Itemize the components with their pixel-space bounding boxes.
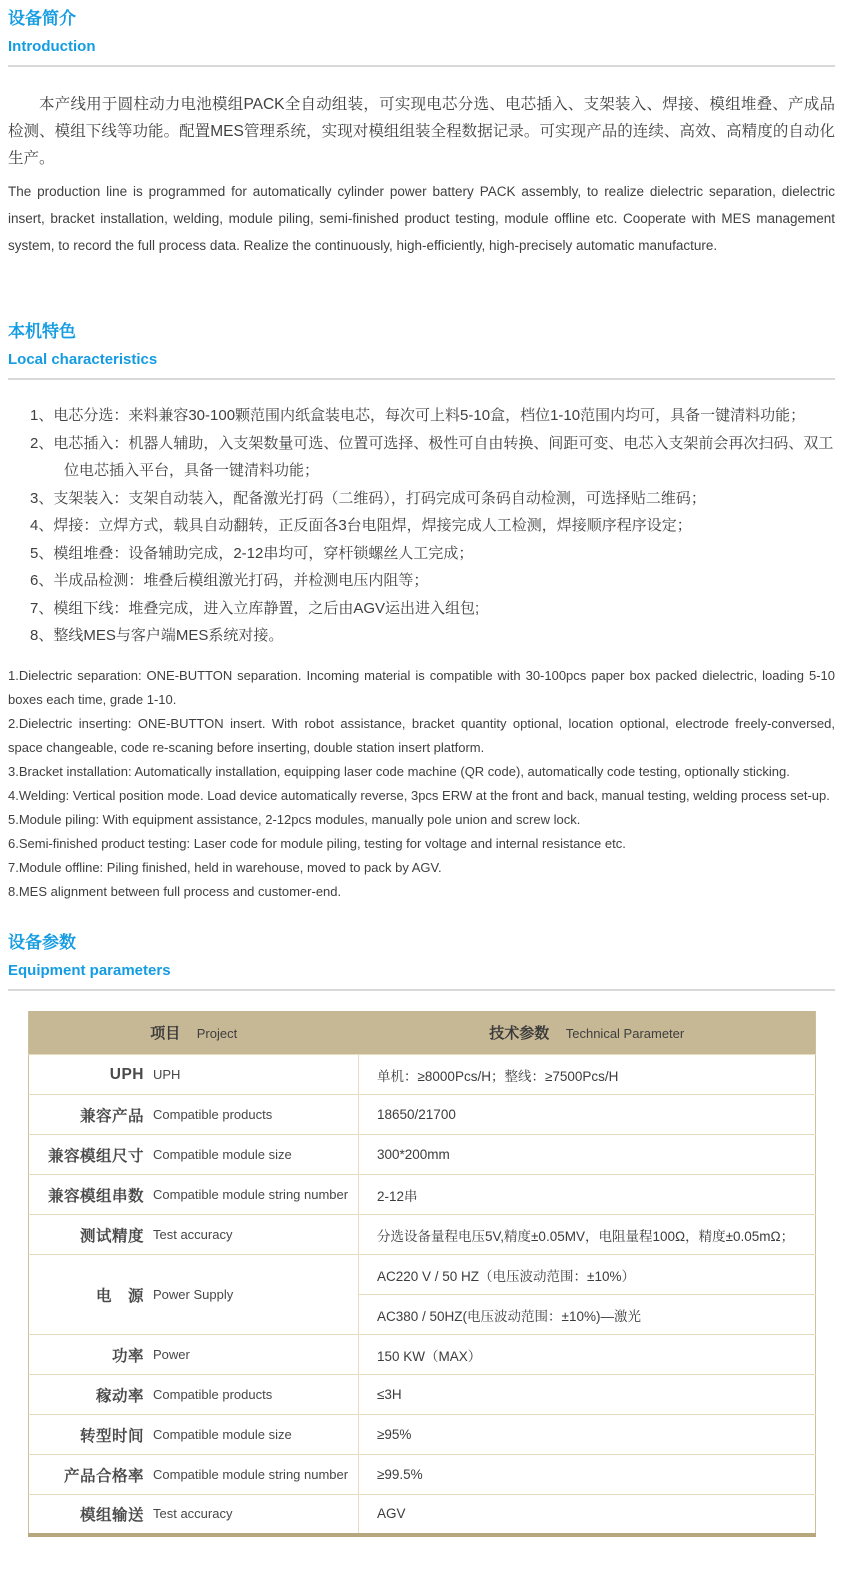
section-divider — [8, 378, 835, 380]
param-label-zh: 模组输送 — [79, 1506, 144, 1524]
header-param-en: Technical Parameter — [565, 1025, 685, 1041]
param-value-cell: ≤3H — [359, 1375, 816, 1415]
feature-item-zh: 8、整线MES与客户端MES系统对接。 — [30, 627, 284, 644]
params-title-zh: 设备参数 — [8, 932, 76, 952]
param-label-wrap — [29, 1424, 358, 1446]
section-local-characteristics — [8, 321, 835, 904]
param-value-cell: 150 KW（MAX） — [359, 1335, 816, 1375]
table-row — [29, 1055, 816, 1095]
header-cell-technical-parameter — [359, 1011, 816, 1055]
param-label-en: Compatible module string number — [153, 1467, 349, 1482]
intro-title-zh: 设备简介 — [8, 9, 76, 28]
intro-title-en: Introduction — [8, 38, 96, 55]
feature-item-en: 5.Module piling: With equipment assistance, 2-12pcs modules, manually pole union and screw lock. — [8, 811, 581, 827]
param-label-cell — [29, 1415, 359, 1455]
param-label-zh: 兼容模组串数 — [47, 1187, 144, 1205]
table-row — [29, 1455, 816, 1495]
param-label-en: Test accuracy — [153, 1506, 233, 1522]
param-label-cell — [29, 1495, 359, 1535]
header-cell-project — [29, 1011, 359, 1055]
header-param-zh: 技术参数 — [489, 1024, 550, 1042]
parameters-table-body — [29, 1055, 816, 1535]
feature-item-zh: 2、电芯插入：机器人辅助，入支架数量可选、位置可选择、极性可自由转换、间距可变、电芯入支架前会再次扫码、双工位电芯插入平台，具备一键清料功能； — [30, 434, 834, 479]
param-label-cell — [29, 1455, 359, 1495]
feature-item-en: 2.Dielectric inserting: ONE-BUTTON insert. With robot assistance, bracket quantity optional, location optional, electrode freely-conversed, space changeable, code re-scaning before inserting, double station insert platform. — [8, 715, 835, 755]
param-label-en: Compatible products — [153, 1107, 273, 1122]
param-label-cell — [29, 1095, 359, 1135]
param-value-cell: AGV — [359, 1495, 816, 1535]
feature-item-zh: 1、电芯分选：来料兼容30-100颗范围内纸盒装电芯，每次可上料5-10盒，档位1-10范围内均可，具备一键清料功能； — [30, 407, 806, 424]
feature-list-zh — [30, 402, 835, 650]
param-value-cell: ≥95% — [359, 1415, 816, 1455]
table-row — [29, 1135, 816, 1175]
param-label-zh: 电 源 — [95, 1287, 144, 1305]
param-label-en: Compatible module size — [153, 1427, 292, 1442]
param-label-en: Compatible module size — [153, 1147, 292, 1162]
param-label-en: Compatible products — [153, 1387, 273, 1402]
param-label-cell — [29, 1255, 359, 1335]
section-introduction — [8, 8, 835, 259]
param-label-en: UPH — [153, 1067, 181, 1082]
param-label-wrap — [29, 1144, 358, 1166]
param-label-zh: 兼容产品 — [79, 1107, 144, 1125]
param-value-cell: 300*200mm — [359, 1135, 816, 1175]
param-label-zh: 功率 — [111, 1347, 144, 1365]
table-row — [29, 1095, 816, 1135]
param-label-zh: 转型时间 — [79, 1427, 144, 1445]
feature-list-en — [8, 664, 835, 904]
param-label-wrap — [29, 1464, 358, 1486]
param-label-en: Test accuracy — [153, 1227, 233, 1242]
param-label-wrap — [29, 1384, 358, 1406]
feature-item-en: 3.Bracket installation: Automatically installation, equipping laser code machine (QR code), automatically code testing, optionally sticking. — [8, 763, 790, 779]
param-label-cell — [29, 1135, 359, 1175]
param-label-wrap — [29, 1184, 358, 1206]
table-row — [29, 1215, 816, 1255]
param-label-en: Compatible module string number — [153, 1187, 349, 1202]
feature-item-en: 4.Welding: Vertical position mode. Load device automatically reverse, 3pcs ERW at the front and back, manual testing, welding process set-up. — [8, 787, 830, 803]
param-label-en: Power Supply — [153, 1287, 234, 1302]
table-row — [29, 1415, 816, 1455]
header-project-zh: 项目 — [150, 1024, 181, 1042]
table-row — [29, 1375, 816, 1415]
param-label-wrap — [29, 1104, 358, 1126]
param-label-wrap — [29, 1224, 358, 1246]
feature-item-en: 6.Semi-finished product testing: Laser code for module piling, testing for voltage and internal resistance etc. — [8, 835, 626, 851]
feature-item-zh: 7、模组下线：堆叠完成，进入立库静置，之后由AGV运出进入组包; — [30, 599, 480, 617]
param-label-cell — [29, 1335, 359, 1375]
param-label-wrap — [29, 1284, 358, 1306]
intro-paragraph-zh: 本产线用于圆柱动力电池模组PACK全自动组装，可实现电芯分选、电芯插入、支架装入、焊接、模组堆叠、产成品检测、模组下线等功能。配置MES管理系统，实现对模组组装全程数据记录。可实现产品的连续、高效、高精度的自动化生产。 — [8, 96, 835, 167]
table-row — [29, 1175, 816, 1215]
feature-item-zh: 6、半成品检测：堆叠后模组激光打码，并检测电压内阻等； — [30, 572, 429, 589]
param-value-cell: ≥99.5% — [359, 1455, 816, 1495]
features-title-en: Local characteristics — [8, 351, 158, 368]
intro-paragraph-en: The production line is programmed for automatically cylinder power battery PACK assembly, to realize dielectric separation, dielectric insert, bracket installation, welding, module piling, semi-finished product testing, module offline etc. Cooperate with MES management system, to record the full process data. Realize the continuously, high-efficiently, high-precisely automatic manufacture. — [8, 184, 835, 253]
param-label-zh: 产品合格率 — [63, 1467, 144, 1485]
param-label-zh: 稼动率 — [95, 1387, 144, 1405]
section-divider — [8, 65, 835, 67]
feature-item-zh: 3、支架装入：支架自动装入，配备激光打码（二维码），打码完成可条码自动检测，可选择贴二维码； — [30, 489, 706, 507]
param-value-cell: 2-12串 — [359, 1175, 816, 1215]
param-label-zh: 兼容模组尺寸 — [47, 1147, 144, 1165]
param-label-wrap — [29, 1066, 358, 1084]
feature-item-zh: 5、模组堆叠：设备辅助完成，2-12串均可，穿杆锁螺丝人工完成； — [30, 544, 474, 562]
section-divider — [8, 989, 835, 991]
param-value-cell: 18650/21700 — [359, 1095, 816, 1135]
param-value-cell: AC380 / 50HZ(电压波动范围：±10%)—激光 — [359, 1295, 816, 1335]
feature-item-en: 1.Dielectric separation: ONE-BUTTON separation. Incoming material is compatible with 30-100pcs paper box packed dielectric, loading 5-10 boxes each time, grade 1-10. — [8, 667, 835, 707]
header-project-en: Project — [196, 1025, 238, 1041]
param-value-cell: AC220 V / 50 HZ（电压波动范围：±10%） — [359, 1255, 816, 1295]
table-row — [29, 1255, 816, 1295]
param-label-cell — [29, 1055, 359, 1095]
parameters-table — [28, 1011, 816, 1537]
param-label-cell — [29, 1215, 359, 1255]
param-label-wrap — [29, 1344, 358, 1366]
features-title-zh: 本机特色 — [8, 322, 76, 341]
table-header-row — [29, 1011, 816, 1055]
param-value-cell: 单机：≥8000Pcs/H；整线：≥7500Pcs/H — [359, 1055, 816, 1095]
feature-item-en: 8.MES alignment between full process and customer-end. — [8, 883, 342, 899]
feature-item-zh: 4、焊接：立焊方式，载具自动翻转，正反面各3台电阻焊，焊接完成人工检测，焊接顺序程序设定； — [30, 517, 692, 534]
params-title-en: Equipment parameters — [8, 961, 171, 979]
param-label-en: Power — [153, 1347, 190, 1362]
table-row — [29, 1335, 816, 1375]
feature-item-en: 7.Module offline: Piling finished, held in warehouse, moved to pack by AGV. — [8, 859, 442, 875]
table-row — [29, 1495, 816, 1535]
param-label-cell — [29, 1175, 359, 1215]
section-equipment-parameters — [8, 932, 835, 1537]
param-value-cell: 分选设备量程电压5V,精度±0.05MV，电阻量程100Ω，精度±0.05mΩ； — [359, 1215, 816, 1255]
param-label-wrap — [29, 1503, 358, 1525]
param-label-zh: UPH — [109, 1065, 144, 1083]
param-label-cell — [29, 1375, 359, 1415]
param-label-zh: 测试精度 — [79, 1227, 144, 1245]
